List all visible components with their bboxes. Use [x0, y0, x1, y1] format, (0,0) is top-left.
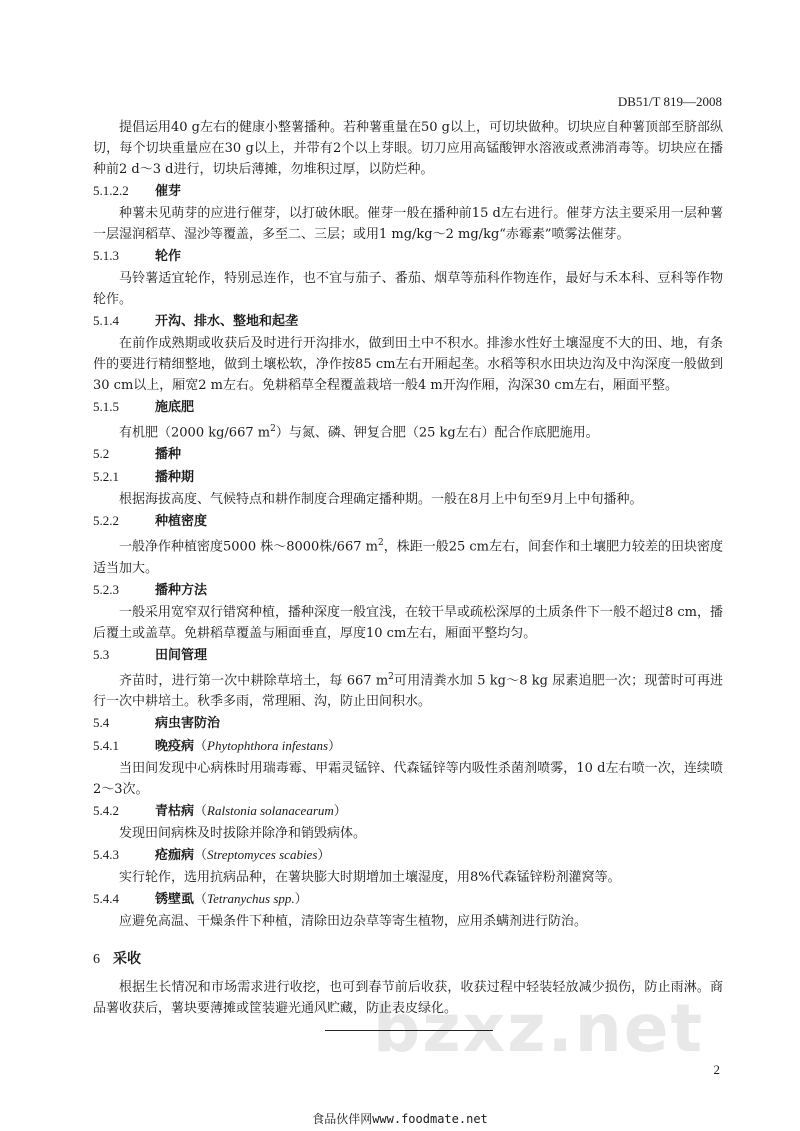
- section-number: 5.2.2: [93, 513, 119, 529]
- section-number: 5.2: [93, 446, 110, 462]
- section-number: 5.2.1: [93, 469, 119, 485]
- section-title: 疮痂病: [155, 847, 195, 863]
- paragraph-sowing-method: 一般采用宽窄双行错窝种植，播种深度一般宜浅，在较干旱或疏松深厚的土质条件下一般不超过8 cm，播后覆土或盖草。免耕稻草覆盖与厢面垂直，厚度10 cm左右，厢面平整均匀。: [93, 604, 724, 641]
- section-number: 5.3: [93, 646, 110, 662]
- heading-5-4-2: 5.4.2 青枯病（Ralstonia solanacearum）: [93, 800, 723, 823]
- section-number: 5.4.4: [93, 890, 119, 906]
- latin-name: Tetranychus spp.: [207, 890, 295, 906]
- section-title: 轮作: [155, 249, 182, 264]
- page-number: 2: [713, 1062, 720, 1077]
- heading-5-4-3: 5.4.3 疮痂病（Streptomyces scabies）: [93, 844, 723, 867]
- section-number: 5.1.5: [93, 399, 119, 414]
- section-title: 施底肥: [155, 400, 195, 415]
- latin-name: Phytophthora infestans: [207, 737, 328, 753]
- paragraph-harvest: 根据生长情况和市场需求进行收挖，也可到春节前后收获，收获过程中轻装轻放减少损伤，防止雨淋。商品薯收获后，薯块要薄摊或筐装避光通风贮藏，防止表皮绿化。: [93, 979, 723, 1016]
- paragraph-ditching: 在前作成熟期或收获后及时进行开沟排水，做到田土中不积水。排渗水性好土壤湿度不大的田、地，有条件的要进行精细整地，做到土壤松软，净作按85 cm左右开厢起垄。水稻等积水田块边沟及中沟深度一般做到30 cm以上，厢宽2 m左右。免耕稻草全程覆盖栽培一般4 m开沟作厢，沟深30 cm左右，厢面平整。: [93, 336, 723, 393]
- paragraph-field-management: 齐苗时，进行第一次中耕除草培土，每 667 $m^2$可用清粪水加 5 kg～8 kg 尿素追肥一次；现蕾时可再进行一次中耕培土。秋季多雨，常理厢、沟，防止田间积水。: [93, 671, 723, 709]
- section-title: 采收: [113, 950, 141, 967]
- section-title: 种植密度: [155, 514, 208, 530]
- paragraph-planting-density: 一般净作种植密度5000 株～8000株/667 $m^2$，株距一般25 cm左右，间套作和土壤肥力较差的田块密度适当加大。: [93, 538, 723, 576]
- heading-5-2: [93, 443, 723, 466]
- document-body: [93, 117, 723, 1019]
- paragraph-late-blight: 当田间发现中心病株时用瑞毒霉、甲霜灵锰锌、代森锰锌等内吸性杀菌剂喷雾，10 d左右喷一次，连续喷2～3次。: [93, 760, 723, 797]
- paragraph-sprouting: 种薯未见萌芽的应进行催芽，以打破休眠。催芽一般在播种前15 d左右进行。催芽方法主要采用一层种薯一层湿润稻草、湿沙等覆盖，多至二、三层；或用1 mg/kg～2 mg/kg“赤霉素”喷雾法催芽。: [93, 206, 723, 242]
- section-title: 催芽: [155, 184, 182, 199]
- section-number: 5.2.3: [93, 581, 119, 597]
- section-number: 5.1.2.2: [93, 183, 129, 198]
- section-title: 开沟、排水、整地和起垄: [155, 314, 299, 329]
- section-title: 播种方法: [155, 582, 208, 598]
- latin-name: Ralstonia solanacearum: [207, 802, 334, 818]
- heading-5-2-3: [93, 579, 723, 602]
- heading-5-2-2: [93, 510, 723, 533]
- section-title: 青枯病: [155, 803, 195, 819]
- section-number: 5.1.4: [93, 313, 119, 328]
- end-rule: [325, 1030, 493, 1031]
- section-number: 5.4: [93, 714, 110, 730]
- heading-6: [93, 948, 723, 971]
- document-code: DB51/T 819—2008: [617, 94, 722, 109]
- heading-5-3: [93, 644, 723, 667]
- paragraph-rust-mite: 应避免高温、干燥条件下种植，清除田边杂草等寄生植物，应用杀螨剂进行防治。: [119, 913, 588, 929]
- watermark: bzxz.net: [373, 990, 705, 1067]
- paragraph-scab: 实行轮作，选用抗病品种，在薯块膨大时期增加土壤湿度，用8%代森锰锌粉剂灌窝等。: [119, 869, 621, 885]
- heading-5-1-5: [93, 396, 723, 419]
- section-number: 6: [93, 951, 100, 967]
- section-number: 5.4.3: [93, 846, 119, 862]
- section-number: 5.1.3: [93, 248, 119, 263]
- paragraph-rotation: 马铃薯适宜轮作，特别忌连作，也不宜与茄子、番茄、烟草等茄科作物连作，最好与禾本科、豆科等作物轮作。: [93, 271, 723, 307]
- paragraph-bacterial-wilt: 发现田间病株及时拔除并除净和销毁病体。: [119, 825, 367, 841]
- section-title: 病虫害防治: [155, 715, 221, 731]
- heading-5-4-4: 5.4.4 锈壁虱（Tetranychus spp.）: [93, 888, 723, 911]
- latin-name: Streptomyces scabies: [207, 846, 318, 862]
- section-number: 5.4.1: [93, 737, 119, 753]
- paragraph-sowing-time: 根据海拔高度、气候特点和耕作制度合理确定播种期。一般在8月上中旬至9月上中旬播种。: [119, 492, 643, 508]
- footer-source: 食品伙伴网www.foodmate.net: [312, 1112, 488, 1126]
- section-title: 晚疫病: [155, 738, 195, 754]
- section-title: 播种期: [155, 470, 195, 486]
- paragraph-seed-cutting: 提倡运用40 g左右的健康小整薯播种。若种薯重量在50 g以上，可切块做种。切块应自种薯顶部至脐部纵切，每个切块重量应在30 g以上，并带有2个以上芽眼。切刀应用高锰酸钾水溶液或煮沸消毒等。切块应在播种前2 d～3 d进行，切块后薄摊，勿堆积过厚，以防烂种。: [93, 120, 723, 177]
- heading-5-2-1: [93, 466, 723, 489]
- section-title: 锈壁虱: [155, 891, 195, 907]
- heading-5-4-1: 5.4.1 晚疫病（Phytophthora infestans）: [93, 735, 723, 758]
- heading-5-1-4: [93, 310, 723, 333]
- section-title: 田间管理: [155, 647, 208, 663]
- heading-5-4: [93, 712, 723, 735]
- heading-5-1-3: [93, 245, 723, 268]
- paragraph-base-fertilizer: 有机肥（2000 kg/667 $m^2$）与氮、磷、钾复合肥（25 kg左右）配合作底肥施用。: [119, 424, 599, 441]
- heading-5-1-2-2: [93, 180, 723, 203]
- section-title: 播种: [155, 447, 182, 463]
- section-number: 5.4.2: [93, 802, 119, 818]
